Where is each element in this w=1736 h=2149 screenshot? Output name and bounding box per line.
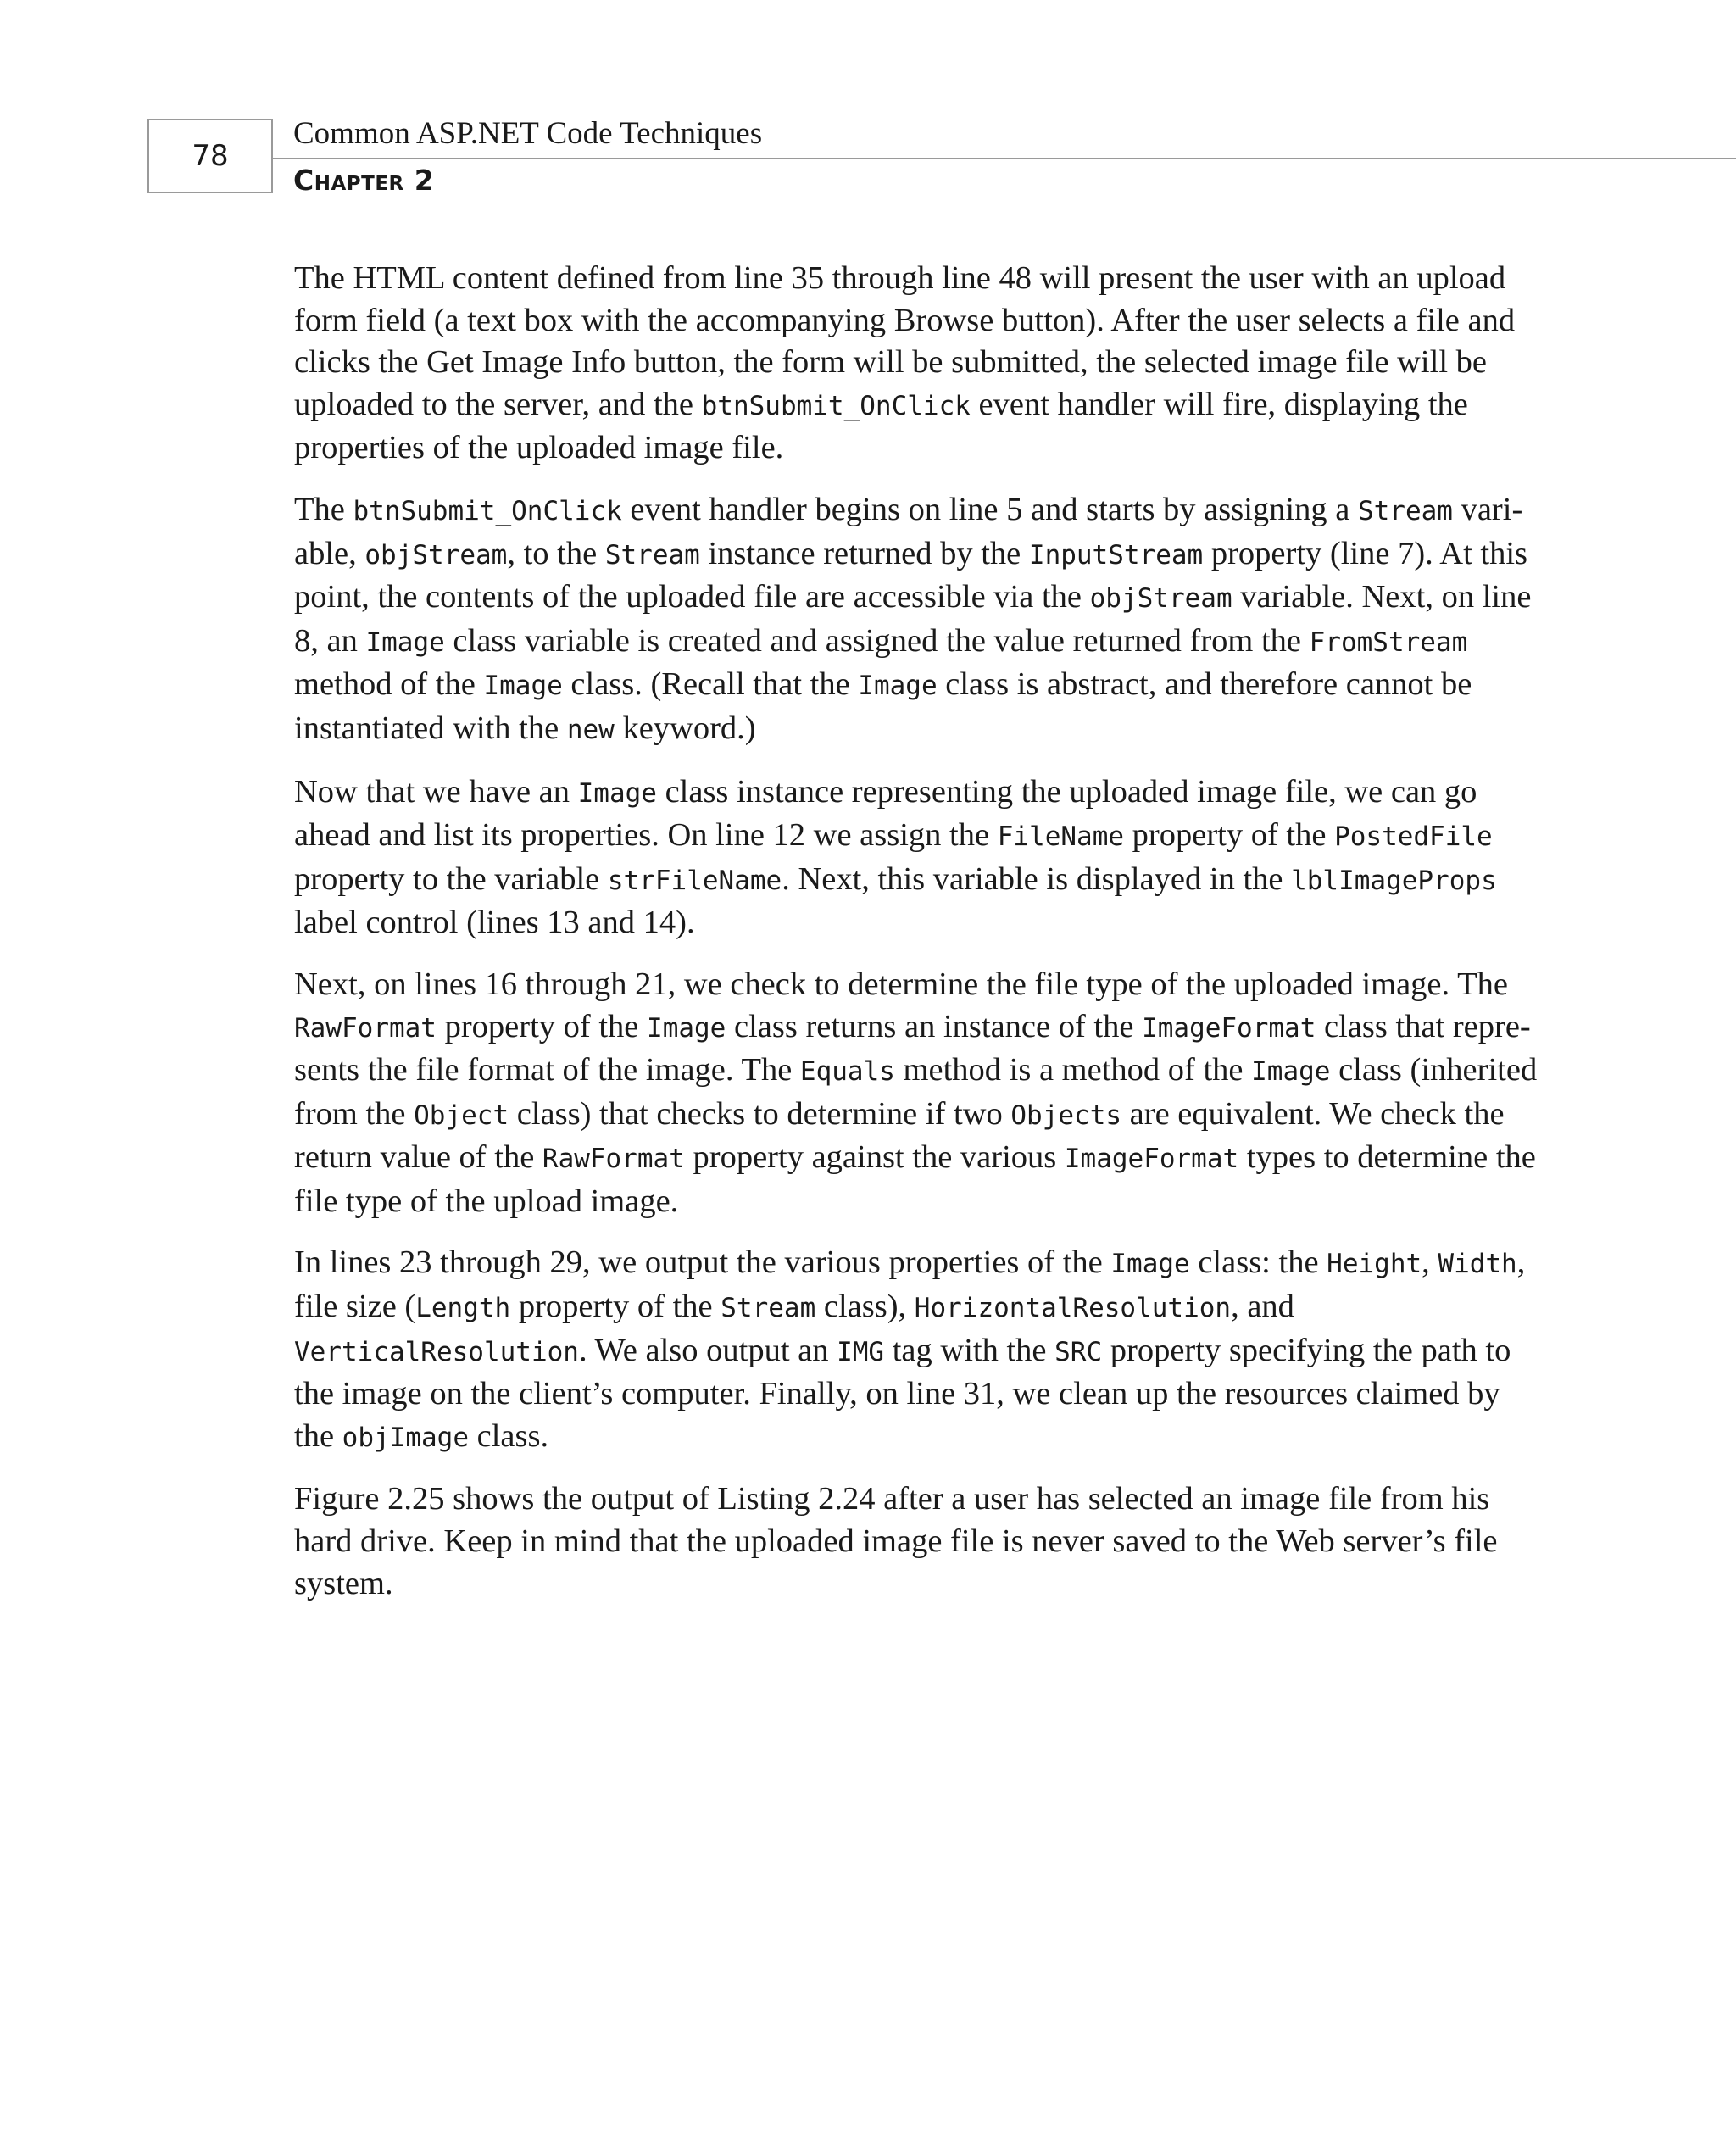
- text-run: hard drive. Keep in mind that the uploaded image file is never saved to the Web server’s file: [294, 1523, 1498, 1560]
- text-run: types to determine the: [1238, 1139, 1536, 1176]
- text-run: property of the: [510, 1289, 721, 1325]
- text-run: class instance representing the uploaded image file, we can go: [656, 773, 1477, 810]
- text-line: [294, 1181, 1544, 1223]
- inline-code: RawFormat: [542, 1144, 685, 1175]
- paragraph: [294, 258, 1544, 470]
- inline-code: btnSubmit_OnClick: [353, 495, 622, 526]
- inline-code: objStream: [364, 539, 508, 571]
- text-line: [294, 1242, 1544, 1286]
- text-line: [294, 1478, 1544, 1521]
- text-line: [294, 1049, 1544, 1094]
- inline-code: Image: [1110, 1249, 1190, 1280]
- text-run: sents the file format of the image. The: [294, 1052, 800, 1088]
- text-run: class that repre-: [1316, 1008, 1531, 1044]
- text-line: [294, 902, 1544, 944]
- paragraph: [294, 489, 1544, 752]
- text-line: [294, 300, 1544, 342]
- text-run: event handler will fire, displaying the: [970, 386, 1468, 422]
- text-run: class (inherited: [1330, 1052, 1538, 1088]
- text-run: class) that checks to determine if two: [509, 1095, 1011, 1132]
- text-run: property to the variable: [294, 860, 608, 897]
- inline-code: ImageFormat: [1142, 1012, 1316, 1044]
- text-run: 8, an: [294, 622, 366, 659]
- text-run: class variable is created and assigned the value returned from the: [444, 622, 1310, 659]
- text-line: [294, 533, 1544, 577]
- text-line: [294, 1373, 1544, 1416]
- inline-code: Height: [1327, 1249, 1422, 1280]
- text-run: point, the contents of the uploaded file are accessible via the: [294, 579, 1090, 615]
- inline-code: Image: [858, 671, 938, 702]
- inline-code: RawFormat: [294, 1012, 437, 1044]
- text-run: method of the: [294, 666, 484, 703]
- inline-code: HorizontalResolution: [914, 1293, 1232, 1324]
- inline-code: InputStream: [1028, 539, 1204, 571]
- text-line: [294, 1094, 1544, 1138]
- text-run: ahead and list its properties. On line 12 we assign the: [294, 817, 998, 854]
- text-run: The: [294, 491, 353, 527]
- text-line: [294, 342, 1544, 384]
- text-run: Figure 2.25 shows the output of Listing 2.24 after a user has selected an image file from his: [294, 1481, 1490, 1517]
- inline-code: btnSubmit_OnClick: [701, 390, 971, 421]
- paragraph: [294, 771, 1544, 944]
- text-run: class is abstract, and therefore cannot be: [937, 666, 1472, 703]
- text-run: instance returned by the: [699, 535, 1029, 571]
- inline-code: Objects: [1010, 1100, 1122, 1131]
- text-line: [294, 576, 1544, 621]
- text-line: [294, 1563, 1544, 1606]
- text-run: vari-: [1452, 491, 1523, 527]
- text-run: properties of the uploaded image file.: [294, 430, 784, 466]
- text-run: the: [294, 1417, 342, 1454]
- book-title: Common ASP.NET Code Techniques: [293, 116, 763, 151]
- text-run: property of the: [1124, 817, 1335, 854]
- text-run: uploaded to the server, and the: [294, 386, 702, 422]
- text-run: Next, on lines 16 through 21, we check to determine the file type of the uploaded image. The: [294, 966, 1508, 1002]
- text-line: [294, 1137, 1544, 1181]
- text-line: [294, 1006, 1544, 1050]
- inline-code: Equals: [799, 1056, 895, 1088]
- paragraph: [294, 1242, 1544, 1459]
- text-run: class returns an instance of the: [726, 1008, 1143, 1044]
- text-run: In lines 23 through 29, we output the various properties of the: [294, 1244, 1111, 1281]
- text-line: [294, 708, 1544, 752]
- inline-code: Stream: [1357, 495, 1453, 526]
- text-run: from the: [294, 1095, 415, 1132]
- inline-code: Length: [415, 1293, 511, 1324]
- text-line: [294, 384, 1544, 428]
- text-run: property against the various: [684, 1139, 1065, 1176]
- text-line: [294, 427, 1544, 470]
- text-run: property specifying the path to: [1102, 1332, 1511, 1368]
- text-run: class),: [815, 1289, 915, 1325]
- text-run: return value of the: [294, 1139, 542, 1176]
- text-run: the image on the client’s computer. Finally, on line 31, we clean up the resources claimed by: [294, 1376, 1500, 1412]
- text-run: label control (lines 13 and 14).: [294, 905, 695, 941]
- paragraph: [294, 1478, 1544, 1605]
- text-line: [294, 258, 1544, 300]
- inline-code: SRC: [1054, 1336, 1103, 1367]
- header-rule: [273, 158, 1736, 159]
- text-run: are equivalent. We check the: [1121, 1095, 1505, 1132]
- text-run: event handler begins on line 5 and starts by assigning a: [621, 491, 1358, 527]
- text-line: [294, 1286, 1544, 1330]
- body-text: [294, 258, 1544, 1624]
- text-run: file type of the upload image.: [294, 1183, 679, 1219]
- inline-code: new: [566, 714, 615, 745]
- text-run: , to the: [507, 535, 605, 571]
- text-run: ,: [1516, 1244, 1526, 1281]
- inline-code: PostedFile: [1334, 821, 1493, 853]
- text-run: . We also output an: [578, 1332, 837, 1368]
- text-run: class. (Recall that the: [562, 666, 859, 703]
- text-run: property (line 7). At this: [1203, 535, 1528, 571]
- text-run: instantiated with the: [294, 710, 567, 746]
- text-line: [294, 664, 1544, 708]
- inline-code: Object: [414, 1100, 509, 1131]
- text-run: keyword.): [614, 710, 756, 746]
- paragraph: [294, 964, 1544, 1223]
- inline-code: lblImageProps: [1291, 865, 1497, 896]
- text-run: class.: [468, 1417, 549, 1454]
- text-run: form field (a text box with the accompanying Browse button). After the user selects a file and: [294, 302, 1516, 338]
- text-run: clicks the Get Image Info button, the form will be submitted, the selected image file will be: [294, 344, 1487, 381]
- text-line: [294, 1521, 1544, 1563]
- text-line: [294, 621, 1544, 665]
- text-run: ,: [1422, 1244, 1438, 1281]
- text-line: [294, 964, 1544, 1006]
- text-run: method is a method of the: [894, 1052, 1252, 1088]
- text-run: system.: [294, 1565, 393, 1601]
- text-run: class: the: [1189, 1244, 1327, 1281]
- inline-code: objImage: [342, 1422, 469, 1453]
- inline-code: Image: [1251, 1056, 1331, 1088]
- inline-code: Stream: [721, 1293, 816, 1324]
- text-run: file size (: [294, 1289, 416, 1325]
- inline-code: Image: [365, 626, 445, 658]
- chapter-label: Chapter 2: [293, 164, 435, 197]
- text-run: tag with the: [884, 1332, 1055, 1368]
- text-line: [294, 489, 1544, 533]
- inline-code: Image: [577, 777, 657, 809]
- text-run: . Next, this variable is displayed in the: [782, 860, 1292, 897]
- inline-code: VerticalResolution: [294, 1336, 579, 1367]
- page-number: 78: [147, 119, 273, 193]
- inline-code: Stream: [604, 539, 700, 571]
- text-run: able,: [294, 535, 365, 571]
- inline-code: FromStream: [1309, 626, 1468, 658]
- text-line: [294, 1416, 1544, 1460]
- text-line: [294, 815, 1544, 859]
- inline-code: objStream: [1089, 583, 1232, 615]
- text-line: [294, 771, 1544, 816]
- inline-code: Image: [647, 1012, 726, 1044]
- text-run: variable. Next, on line: [1232, 579, 1532, 615]
- text-run: Now that we have an: [294, 773, 578, 810]
- inline-code: Image: [483, 671, 563, 702]
- text-run: property of the: [436, 1008, 648, 1044]
- inline-code: IMG: [837, 1336, 885, 1367]
- text-line: [294, 1330, 1544, 1374]
- inline-code: FileName: [997, 821, 1125, 853]
- text-run: The HTML content defined from line 35 through line 48 will present the user with an upload: [294, 260, 1506, 296]
- text-run: , and: [1231, 1289, 1294, 1325]
- inline-code: ImageFormat: [1064, 1144, 1239, 1175]
- text-line: [294, 859, 1544, 903]
- inline-code: strFileName: [607, 865, 782, 896]
- inline-code: Width: [1438, 1249, 1517, 1280]
